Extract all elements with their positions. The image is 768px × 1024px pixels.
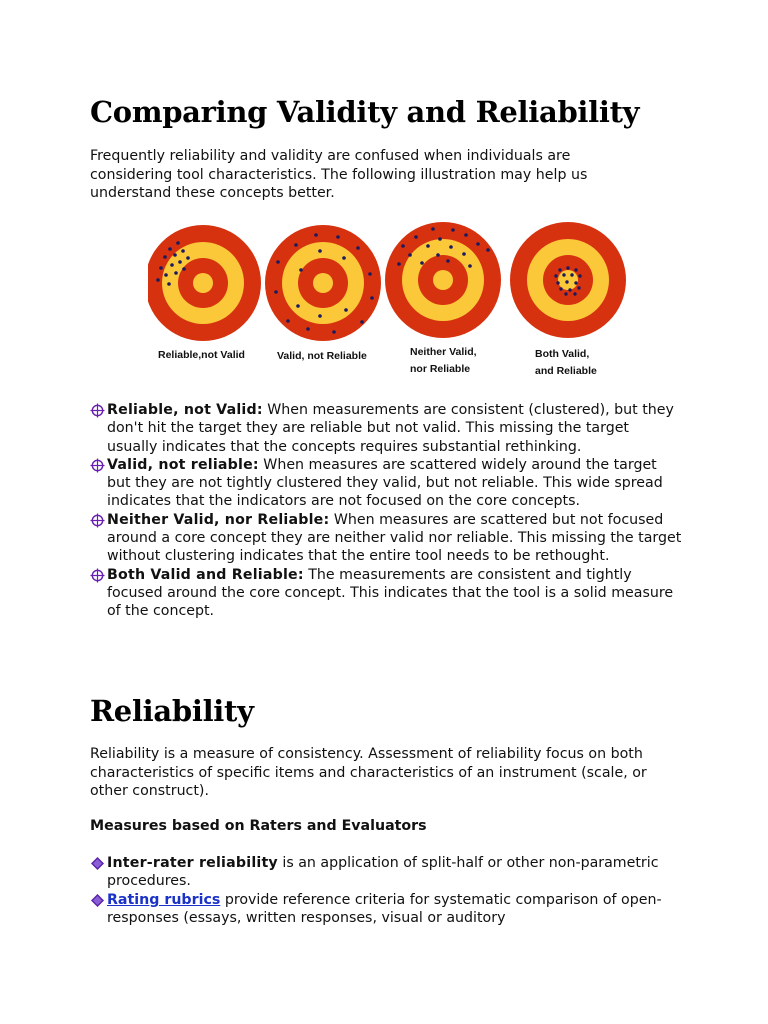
diamond-bullet-icon	[90, 893, 105, 908]
reliability-paragraph: Reliability is a measure of consistency. Assessment of reliability focus on both characteristics of specific items and characteristics of an instrument (scale, or other construct).	[90, 746, 647, 799]
list-item	[90, 456, 682, 511]
list-item	[90, 511, 682, 566]
list-item-term: Valid, not reliable:	[107, 456, 259, 473]
target-caption: nor Reliable	[410, 363, 471, 375]
target-reliable-not-valid	[148, 225, 261, 341]
target-caption: Valid, not Reliable	[277, 350, 367, 362]
rating-rubrics-link[interactable]: Rating rubrics	[107, 891, 221, 908]
crosshair-bullet-icon	[90, 513, 105, 528]
list-item-term: Inter-rater reliability	[107, 855, 278, 871]
diamond-bullet-icon	[90, 856, 105, 871]
list-item-term: Both Valid and Reliable:	[107, 566, 304, 583]
page-title: Comparing Validity and Reliability	[90, 95, 640, 129]
target-both-valid-and-reliable	[510, 222, 626, 338]
target-caption: and Reliable	[535, 365, 597, 377]
subsection-heading: Measures based on Raters and Evaluators	[90, 818, 427, 834]
list-item-term: Reliable, not Valid:	[107, 402, 263, 418]
list-item-text: When measures are scattered but not focused around a core concept they are neither valid nor reliable. This missing the target without clustering indicates that the entire tool needs to be rethought.	[107, 511, 682, 565]
list-item	[90, 854, 682, 891]
crosshair-bullet-icon	[90, 403, 105, 418]
target-caption: Both Valid,	[535, 348, 590, 360]
section-title: Reliability	[90, 694, 254, 728]
target-valid-not-reliable	[265, 225, 381, 341]
list-item-text: When measurements are consistent (clustered), but they don't hit the target they are reliable but not valid. This missing the target usually indicates that the concepts requires substantial rethinking.	[107, 402, 674, 455]
list-item-text: provide reference criteria for systematic comparison of open-responses (essays, written responses, visual or auditory	[107, 891, 662, 926]
target-caption: Reliable,not Valid	[158, 349, 245, 361]
rater-measures-list	[90, 854, 682, 927]
crosshair-bullet-icon	[90, 568, 105, 583]
target-caption: Neither Valid,	[410, 346, 477, 358]
list-item	[90, 891, 682, 928]
crosshair-bullet-icon	[90, 458, 105, 473]
targets-illustration	[148, 218, 688, 383]
list-item-text: is an application of split-half or other non-parametric procedures.	[107, 855, 659, 890]
list-item-text: When measures are scattered widely around the target but they are not tightly clustered they valid, but not reliable. This wide spread indicates that the indicators are not focused on the core concepts.	[107, 456, 663, 510]
list-item	[90, 566, 682, 621]
intro-paragraph: Frequently reliability and validity are confused when individuals are considering tool characteristics. The following illustration may help us understand these concepts better.	[90, 148, 588, 201]
list-item-term: Neither Valid, nor Reliable:	[107, 511, 330, 528]
target-neither-valid-nor-reliable	[385, 222, 501, 338]
validity-reliability-list	[90, 401, 682, 621]
list-item	[90, 401, 682, 456]
list-item-text: The measurements are consistent and tightly focused around the core concept. This indicates that the tool is a solid measure of the concept.	[107, 566, 674, 620]
